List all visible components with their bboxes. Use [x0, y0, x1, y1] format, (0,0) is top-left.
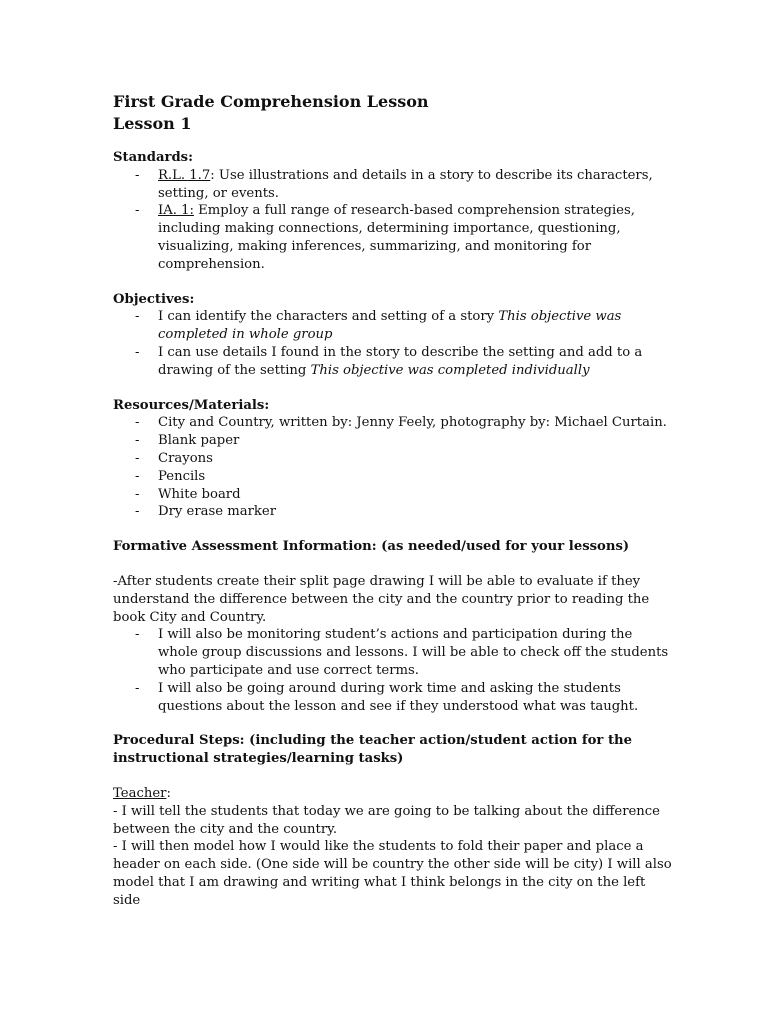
resource-item: - Pencils — [113, 468, 673, 486]
formative-item: - I will also be going around during work time and asking the students questions about the lesson and see if they understood what was taught. — [113, 680, 673, 716]
spacer — [113, 521, 673, 538]
spacer — [113, 135, 673, 149]
teacher-label-colon: : — [166, 785, 171, 801]
procedural-heading: Procedural Steps: (including the teacher action/student action for the instructional strategies/learning tasks) — [113, 733, 633, 767]
standard-code: IA. 1: — [158, 203, 194, 219]
objective-note: This objective was completed individually — [310, 362, 590, 378]
formative-intro: -After students create their split page drawing I will be able to evaluate if they understand the difference between the city and the country prior to reading the book City and Country. — [113, 573, 650, 625]
objective-text: I can use details I found in the story to describe the setting and add to a drawing of the setting — [158, 344, 643, 378]
standards-heading: Standards: — [113, 150, 193, 165]
resource-item: - Dry erase marker — [113, 503, 673, 521]
standard-text: Employ a full range of research-based comprehension strategies, including making connections, determining importance, questioning, visualizing, making inferences, summarizing, and monitoring for comprehension. — [158, 203, 635, 272]
standard-text: Use illustrations and details in a story to describe its characters, setting, or events. — [158, 167, 653, 201]
resources-list — [113, 414, 673, 521]
standards-list — [113, 167, 673, 274]
standard-item — [113, 167, 673, 203]
formative-heading: Formative Assessment Information: (as needed/used for your lessons) — [113, 539, 630, 555]
objective-text: I can identify the characters and setting of a story — [158, 309, 499, 325]
resources-heading: Resources/Materials: — [113, 397, 270, 413]
objectives-list — [113, 308, 673, 379]
formative-list — [113, 626, 673, 715]
standard-code: R.L. 1.7 — [158, 167, 211, 183]
resource-item: - City and Country, written by: Jenny Feely, photography by: Michael Curtain. — [113, 414, 673, 432]
resource-item: - Blank paper — [113, 432, 673, 450]
teacher-label-line — [113, 785, 673, 803]
spacer — [113, 274, 673, 291]
spacer — [113, 768, 673, 785]
objective-item — [113, 344, 673, 380]
resource-item: - White board — [113, 486, 673, 504]
formative-item: - I will also be monitoring student’s actions and participation during the whole group discussions and lessons. I will be able to check off the students who participate and use correct terms. — [113, 626, 673, 679]
procedural-step: - I will tell the students that today we are going to be talking about the difference between the city and the country. — [113, 803, 660, 837]
document-page — [113, 91, 673, 909]
teacher-label: Teacher — [113, 785, 167, 801]
standard-separator: : — [210, 167, 219, 183]
document-title: First Grade Comprehension Lesson — [113, 92, 429, 111]
procedural-step: - I will then model how I would like the students to fold their paper and place a header on each side. (One side will be country the other side will be city) I will also model that I am drawing and writing what I think belongs in the city on the left side — [113, 839, 672, 908]
objective-item — [113, 308, 673, 344]
spacer — [113, 380, 673, 397]
spacer — [113, 556, 673, 573]
objective-note: This objective was completed in whole group — [158, 309, 622, 343]
lesson-number: Lesson 1 — [113, 114, 192, 133]
spacer — [113, 715, 673, 732]
objectives-heading: Objectives: — [113, 291, 195, 307]
resource-item: - Crayons — [113, 450, 673, 468]
standard-item — [113, 202, 673, 273]
